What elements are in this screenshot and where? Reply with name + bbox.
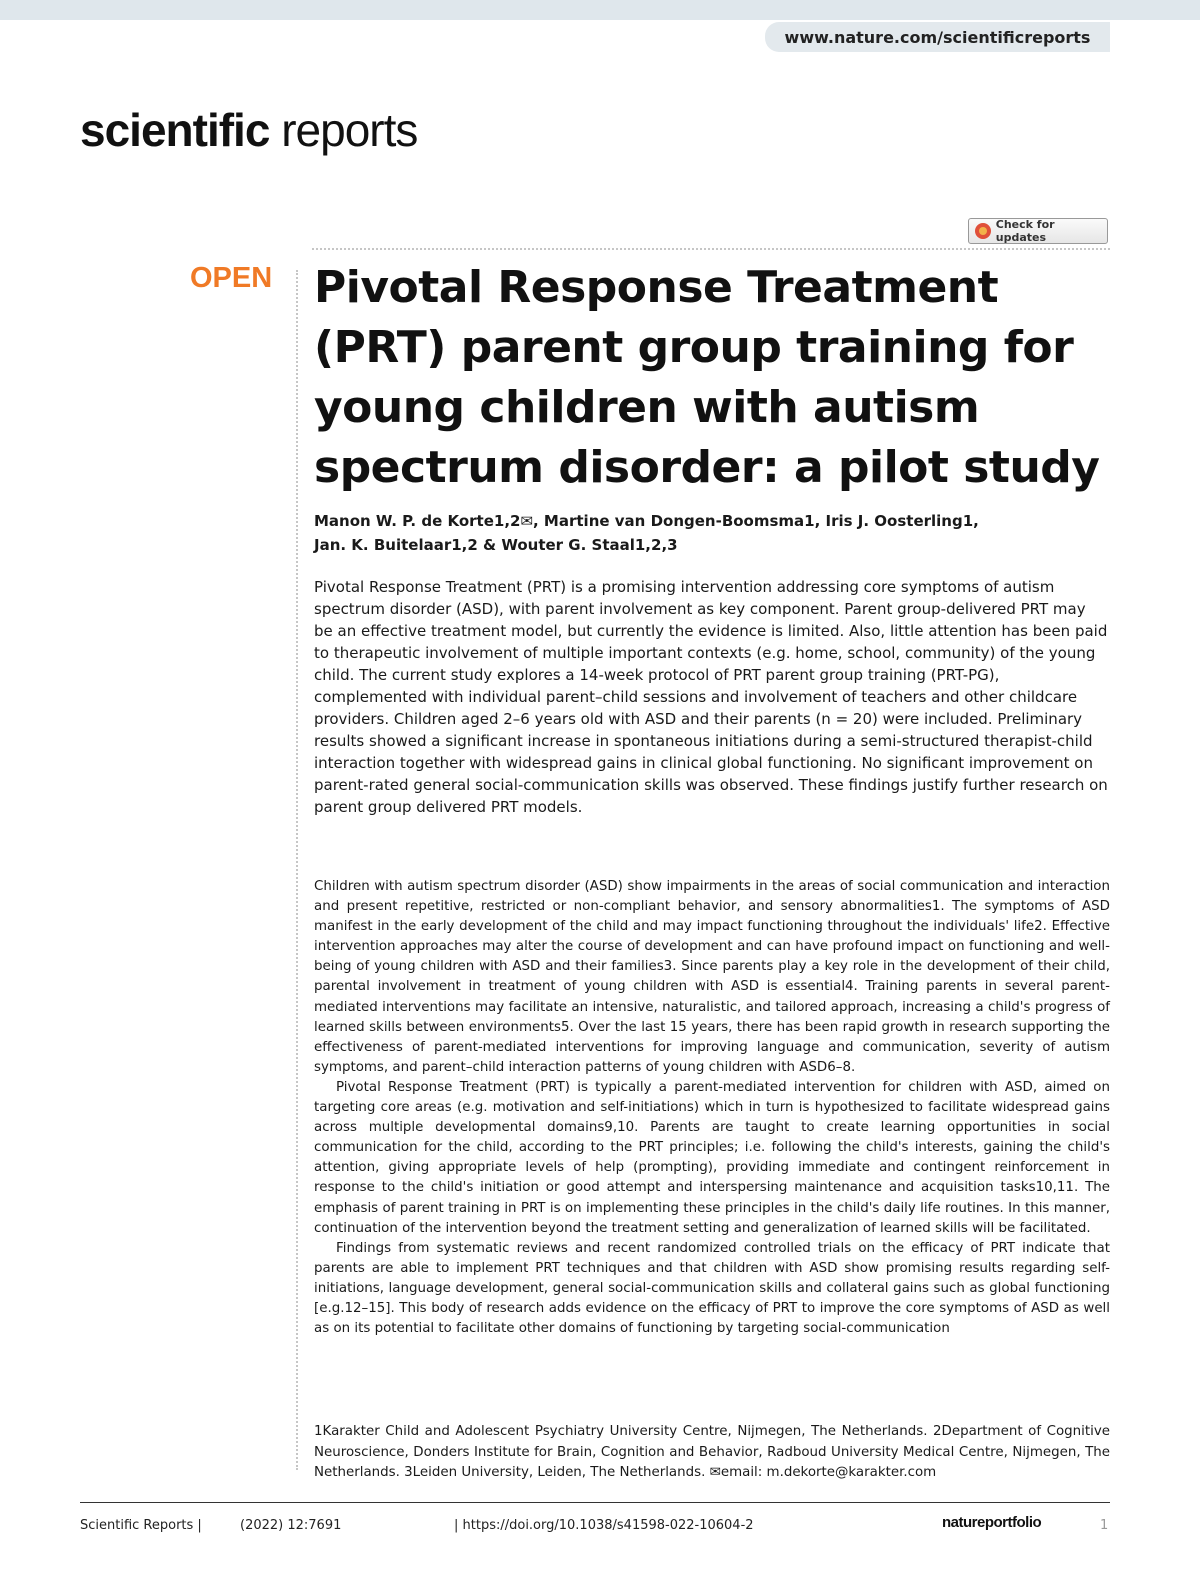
abstract: Pivotal Response Treatment (PRT) is a promising intervention addressing core symptoms of autism spectrum disorder (ASD), with parent involvement as key component. Parent group-delivered PRT may be an effective treatment model, but currently the evidence is limited. Also, little attention has been paid to therapeutic involvement of multiple important contexts (e.g. home, school, community) of the young child. The current study explores a 14-week protocol of PRT parent group training (PRT-PG), complemented with individual parent–child sessions and involvement of teachers and other childcare providers. Children aged 2–6 years old with ASD and their parents (n = 20) were included. Preliminary results showed a significant increase in spontaneous initiations during a semi-structured therapist-child interaction together with widespread gains in clinical global functioning. No significant improvement on parent-rated general social-communication skills was observed. These findings justify further research on parent group delivered PRT models. [314,578,1108,816]
check-for-updates-button[interactable] [968,218,1108,244]
title-divider [312,248,1110,250]
body-paragraph: Findings from systematic reviews and recent randomized controlled trials on the efficacy of PRT indicate that parents are able to implement PRT techniques and that children with ASD show promising results regarding self-initiations, language development, general social-communication skills and collateral gains such as global functioning [e.g.12–15]. This body of research adds evidence on the efficacy of PRT to improve the core symptoms of ASD as well as on its potential to facilitate other domains of functioning by targeting social-communication [314,1240,1110,1337]
authors-line-2: Jan. K. Buitelaar1,2 & Wouter G. Staal1,2,3 [314,536,678,554]
logo-bold-text: scientific [80,104,270,156]
update-badge-icon [975,223,991,239]
column-divider [296,270,298,1470]
body-paragraph: Pivotal Response Treatment (PRT) is typically a parent-mediated intervention for children with ASD, aimed on targeting core areas (e.g. motivation and self-initiations) which in turn is hypothesized to facilitate widespread gains across multiple developmental domains9,10. Parents are taught to create learning opportunities in social communication for the child, according to the PRT principles; i.e. following the child's interests, gaining the child's attention, giving appropriate levels of help (prompting), providing immediate and contingent reinforcement in response to the child's initiation or good attempt and interspersing maintenance and acquisition tasks10,11. The emphasis of parent training in PRT is on implementing these principles in the child's daily life routines. In this manner, continuation of the intervention beyond the treatment setting and generalization of learned skills will be facilitated. [314,1079,1110,1236]
author-list [314,509,1114,557]
publisher-logo: natureportfolio [942,1514,1042,1531]
footer-volume: (2022) 12:7691 [240,1518,342,1533]
check-updates-label: Check for updates [995,218,1055,244]
logo-light-text: reports [281,104,418,156]
open-access-label: OPEN [190,262,273,294]
footer-divider [80,1502,1110,1503]
affiliations: 1Karakter Child and Adolescent Psychiatry University Centre, Nijmegen, The Netherlands. 2Department of Cognitive Neuroscience, Donders Institute for Brain, Cognition and Behavior, Radboud University Medical Centre, Nijmegen, The Netherlands. 3Leiden University, Leiden, The Netherlands. ✉email: m.dekorte@karakter.com [314,1424,1110,1480]
page-number: 1 [1100,1518,1109,1533]
journal-url[interactable]: www.nature.com/scientificreports [765,22,1110,52]
article-title: Pivotal Response Treatment (PRT) parent group training for young children with autism spectrum disorder: a pilot study [314,262,1100,493]
top-bar [0,0,1200,20]
footer-journal: Scientific Reports | [80,1518,202,1533]
journal-logo [80,103,417,157]
footer-doi-link[interactable]: | https://doi.org/10.1038/s41598-022-10604-2 [454,1518,754,1533]
article-body [314,877,1110,1339]
body-paragraph: Children with autism spectrum disorder (ASD) show impairments in the areas of social communication and interaction and present repetitive, restricted or non-compliant behavior, and sensory abnormalities1. The symptoms of ASD manifest in the early development of the child and may impact functioning throughout the individuals' life2. Effective intervention approaches may alter the course of development and can have profound impact on functioning and well-being of young children with ASD and their families3. Since parents play a key role in the development of their child, parental involvement in treatment of young children with ASD is essential4. Training parents in several parent-mediated interventions may facilitate an intensive, naturalistic, and tailored approach, increasing a child's progress of learned skills between environments5. Over the last 15 years, there has been rapid growth in research supporting the effectiveness of parent-mediated interventions for improving language and communication, severity of autism symptoms, and parent–child interaction patterns of young children with ASD6–8. [314,879,1110,1075]
authors-line-1: Manon W. P. de Korte1,2✉, Martine van Dongen-Boomsma1, Iris J. Oosterling1, [314,512,979,530]
